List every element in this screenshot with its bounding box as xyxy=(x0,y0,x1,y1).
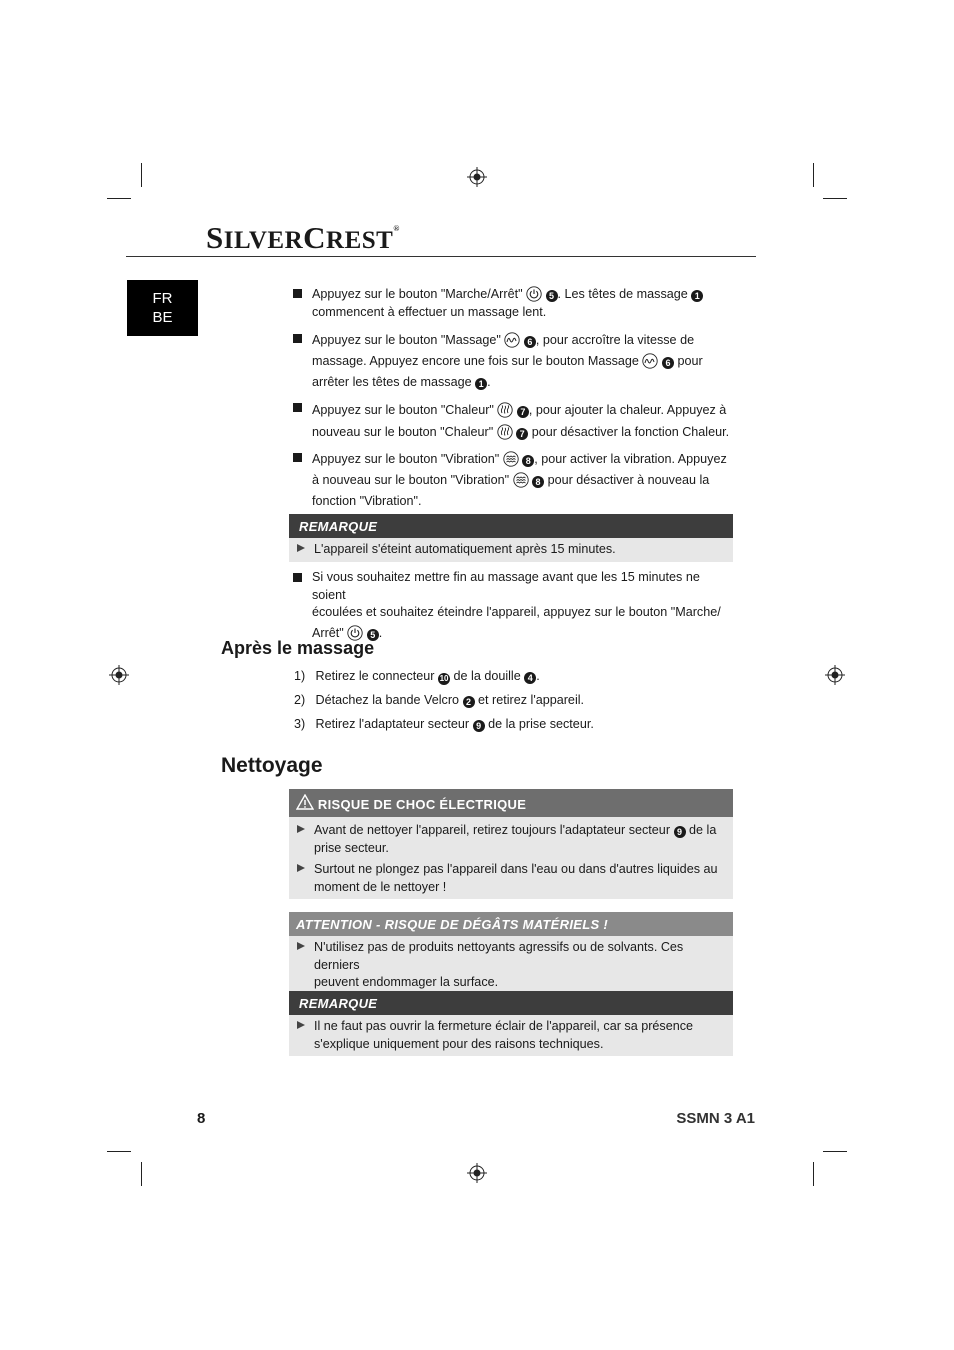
ref-number: 4 xyxy=(524,672,536,684)
crop-mark xyxy=(107,198,131,199)
ref-number: 8 xyxy=(532,476,544,488)
ref-number: 9 xyxy=(473,720,485,732)
massage-button-icon xyxy=(504,332,520,348)
power-button-icon xyxy=(526,286,542,302)
instruction-massage: Appuyez sur le bouton "Massage" 6 , pour accroître la vitesse de massage. Appuyez encore une fois sur le bouton Massage 6 pour arrêter les têtes de massage 1 . xyxy=(293,330,733,393)
language-tab: FR BE xyxy=(127,280,198,336)
ref-number: 5 xyxy=(367,629,379,641)
ref-number: 8 xyxy=(522,455,534,467)
list-item: 2) Détachez la bande Velcro 2 et retirez l'appareil. xyxy=(294,693,585,707)
registration-mark-icon xyxy=(109,665,129,685)
ref-number: 1 xyxy=(691,290,703,302)
warning-box: RISQUE DE CHOC ÉLECTRIQUE Avant de nettoyer l'appareil, retirez toujours l'adaptateur secteur 9 de la prise secteur. Surtout ne plongez pas l'appareil dans l'eau ou dans d'autres liquides au moment de le nettoyer ! xyxy=(289,789,733,899)
bullet-square xyxy=(293,453,302,462)
ref-number: 7 xyxy=(517,406,529,418)
note-box: REMARQUE Il ne faut pas ouvrir la fermeture éclair de l'appareil, car sa présence s'explique uniquement pour des raisons techniques. xyxy=(289,991,733,1056)
crop-mark xyxy=(823,1151,847,1152)
model-number: SSMN 3 A1 xyxy=(676,1110,755,1127)
instruction-power: Appuyez sur le bouton "Marche/Arrêt" 5 . Les têtes de massage 1 commencent à effectuer un massage lent. xyxy=(293,285,733,321)
page-number: 8 xyxy=(197,1110,206,1127)
attention-title: ATTENTION - RISQUE DE DÉGÂTS MATÉRIELS ! xyxy=(289,912,733,936)
heat-button-icon xyxy=(497,424,513,440)
ref-number: 1 xyxy=(475,378,487,390)
crop-mark xyxy=(823,198,847,199)
crop-mark xyxy=(141,1162,142,1186)
bullet-square xyxy=(293,403,302,412)
crop-mark xyxy=(141,163,142,187)
ref-number: 5 xyxy=(546,290,558,302)
bullet-square xyxy=(293,334,302,343)
massage-button-icon xyxy=(642,353,658,369)
registration-mark-icon xyxy=(467,1163,487,1183)
note-box: REMARQUE L'appareil s'éteint automatiquement après 15 minutes. xyxy=(289,514,733,562)
ref-number: 10 xyxy=(439,674,449,683)
ref-number: 6 xyxy=(524,336,536,348)
note-title: REMARQUE xyxy=(289,514,733,538)
arrow-bullet-icon xyxy=(297,864,305,872)
arrow-bullet-icon xyxy=(297,1021,305,1029)
attention-box: ATTENTION - RISQUE DE DÉGÂTS MATÉRIELS ! N'utilisez pas de produits nettoyants agressifs ou de solvants. Ces derniers peuvent endommager la surface. xyxy=(289,912,733,996)
section-heading: Après le massage xyxy=(221,638,375,658)
arrow-bullet-icon xyxy=(297,825,305,833)
ref-number: 6 xyxy=(662,357,674,369)
instruction-stop: Si vous souhaitez mettre fin au massage avant que les 15 minutes ne soient écoulées et souhaitez éteindre l'appareil, appuyez sur le bouton "Marche/ Arrêt" 5 . xyxy=(293,569,733,644)
ref-number: 7 xyxy=(516,428,528,440)
list-item: 1) Retirez le connecteur 10 de la douille 4 . xyxy=(294,669,540,683)
section-heading: Nettoyage xyxy=(221,754,323,777)
vibration-button-icon xyxy=(503,451,519,467)
ref-number: 2 xyxy=(463,696,475,708)
heat-button-icon xyxy=(497,402,513,418)
bullet-square xyxy=(293,573,302,582)
arrow-bullet-icon xyxy=(297,942,305,950)
registration-mark-icon xyxy=(825,665,845,685)
vibration-button-icon xyxy=(513,472,529,488)
warning-triangle-icon xyxy=(296,794,314,810)
instruction-heat: Appuyez sur le bouton "Chaleur" 7 , pour ajouter la chaleur. Appuyez à nouveau sur le bouton "Chaleur" 7 pour désactiver la fonction Chaleur. xyxy=(293,399,733,443)
brand-logo: SILVERCREST® xyxy=(206,220,400,255)
ref-number: 9 xyxy=(674,826,686,838)
bullet-square xyxy=(293,289,302,298)
arrow-bullet-icon xyxy=(297,544,305,552)
crop-mark xyxy=(813,163,814,187)
header-divider xyxy=(126,256,756,257)
list-item: 3) Retirez l'adaptateur secteur 9 de la prise secteur. xyxy=(294,717,594,731)
crop-mark xyxy=(107,1151,131,1152)
warning-title: RISQUE DE CHOC ÉLECTRIQUE xyxy=(289,789,733,817)
registration-mark-icon xyxy=(467,167,487,187)
instruction-vibration: Appuyez sur le bouton "Vibration" 8 , pour activer la vibration. Appuyez à nouveau sur le bouton "Vibration" 8 pour désactiver à nouveau la fonction "Vibration". xyxy=(293,449,733,512)
crop-mark xyxy=(813,1162,814,1186)
note-title: REMARQUE xyxy=(289,991,733,1015)
